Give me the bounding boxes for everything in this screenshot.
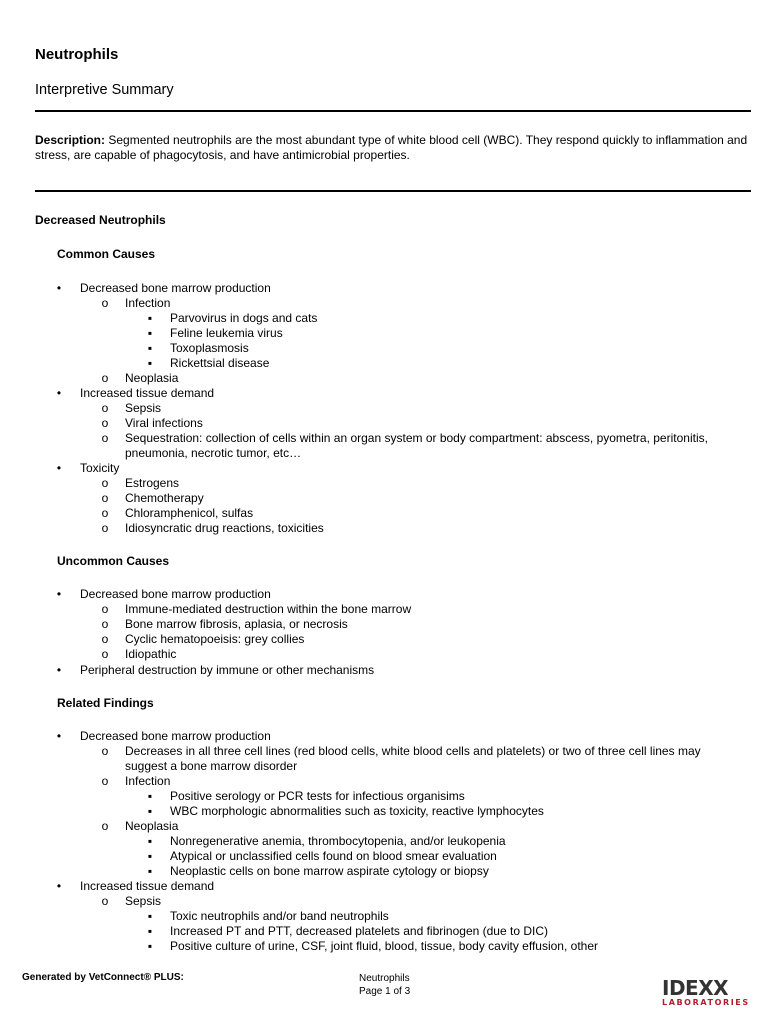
footer-doc-name: Neutrophils [359, 973, 410, 984]
bullet-circle: o [101, 774, 109, 788]
bullet-circle: o [101, 632, 109, 646]
document-page: Neutrophils Interpretive Summary Description: Segmented neutrophils are the most abundant type of white blood cell (WBC). They respond quickly to inflammation and stress, are capable of phagocytosis, and have antimicrobial properties. Decreased Neutrophils Common Causes • Decreased bone marrow production o Infection ▪ Parvovirus in dogs and cats ▪ Feline leukemia virus ▪ Toxoplasmosis ▪ Rickettsial disease o Neoplasia • Increased tissue demand o Sepsis o Viral infections o Sequestration: collection of cells within an organ system or body compartment: abscess, pyometra, peritonitis, pneumonia, necrotic tumor, etc… • Toxicity o Estrogens o Chemotherapy o Chloramphenicol, sulfas o Idiosyncratic drug reactions, toxicities Uncommon Causes • Decreased bone marrow production o Immune-mediated destruction within the bone marrow o Bone marrow fibrosis, aplasia, or necrosis o Cyclic hematopoeisis: grey collies o Idiopathic • Peripheral destruction by immune or other mechanisms Related Findings • Decreased bone marrow production o Decreases in all three cell lines (red blood cells, white blood cells and platelets) or two of three cell lines may suggest a bone marrow disorder o Infection ▪ Positive serology or PCR tests for infectious organisims ▪ WBC morphologic abnormalities such as toxicity, reactive lymphocytes o Neoplasia ▪ Nonregenerative anemia, thrombocytopenia, and/or leukopenia ▪ Atypical or unclassified cells found on blood smear evaluation ▪ Neoplastic cells on bone marrow aspirate cytology or biopsy • Increased tissue demand o Sepsis ▪ Toxic neutrophils and/or band neutrophils ▪ Increased PT and PTT, decreased platelets and fibrinogen (due to DIC) ▪ Positive culture of urine, CSF, joint fluid, blood, tissue, body cavity effusion, other Generated by VetConnect® PLUS: Neutrophils Page 1 of 3 IDEXX LABORATORIES [22, 46, 750, 1007]
bullet-circle: o [101, 617, 109, 631]
bullet-square: ▪ [147, 341, 153, 355]
page-subtitle: Interpretive Summary [35, 82, 174, 98]
bullet-circle: o [101, 416, 109, 430]
bullet-square: ▪ [147, 834, 153, 848]
idexx-logo [662, 978, 748, 1008]
bullet-dot: • [56, 461, 62, 475]
bullet-square: ▪ [147, 804, 153, 818]
bullet-dot: • [56, 281, 62, 295]
footer-page-number: Page 1 of 3 [359, 986, 411, 997]
description-label: Description: [35, 133, 106, 147]
bullet-circle: o [101, 296, 109, 310]
footer-page-info [359, 972, 410, 998]
bullet-square: ▪ [147, 789, 153, 803]
bullet-square: ▪ [147, 909, 153, 923]
logo-wordmark: IDEXX [662, 976, 729, 1000]
subheading-uncommon-causes: Uncommon Causes [57, 554, 170, 568]
bullet-dot: • [56, 879, 62, 893]
bullet-circle: o [101, 602, 109, 616]
bullet-circle: o [101, 476, 109, 490]
bullet-circle: o [101, 401, 109, 415]
bullet-square: ▪ [147, 326, 153, 340]
bullet-circle: o [101, 431, 109, 445]
bullet-circle: o [101, 819, 109, 833]
bullet-square: ▪ [147, 924, 153, 938]
bullet-dot: • [56, 663, 62, 677]
subheading-related-findings: Related Findings [57, 696, 154, 710]
bullet-square: ▪ [147, 356, 153, 370]
divider-top [35, 110, 751, 112]
bullet-square: ▪ [147, 311, 153, 325]
logo-subtitle: LABORATORIES [662, 998, 750, 1007]
section-heading-decreased: Decreased Neutrophils [35, 213, 166, 227]
bullet-circle: o [101, 521, 109, 535]
bullet-circle: o [101, 371, 109, 385]
description-paragraph [35, 133, 751, 163]
description-text: Segmented neutrophils are the most abundant type of white blood cell (WBC). They respond quickly to inflammation and stress, are capable of phagocytosis, and have antimicrobial properties. [35, 133, 748, 162]
page-title: Neutrophils [35, 46, 119, 63]
bullet-dot: • [56, 386, 62, 400]
bullet-dot: • [56, 587, 62, 601]
bullet-circle: o [101, 744, 109, 758]
bullet-circle: o [101, 647, 109, 661]
bullet-square: ▪ [147, 849, 153, 863]
footer-generated-by: Generated by VetConnect® PLUS: [22, 972, 184, 983]
bullet-square: ▪ [147, 939, 153, 953]
bullet-dot: • [56, 729, 62, 743]
bullet-square: ▪ [147, 864, 153, 878]
bullet-circle: o [101, 506, 109, 520]
bullet-circle: o [101, 491, 109, 505]
subheading-common-causes: Common Causes [57, 247, 156, 261]
bullet-circle: o [101, 894, 109, 908]
divider-bottom [35, 190, 751, 192]
